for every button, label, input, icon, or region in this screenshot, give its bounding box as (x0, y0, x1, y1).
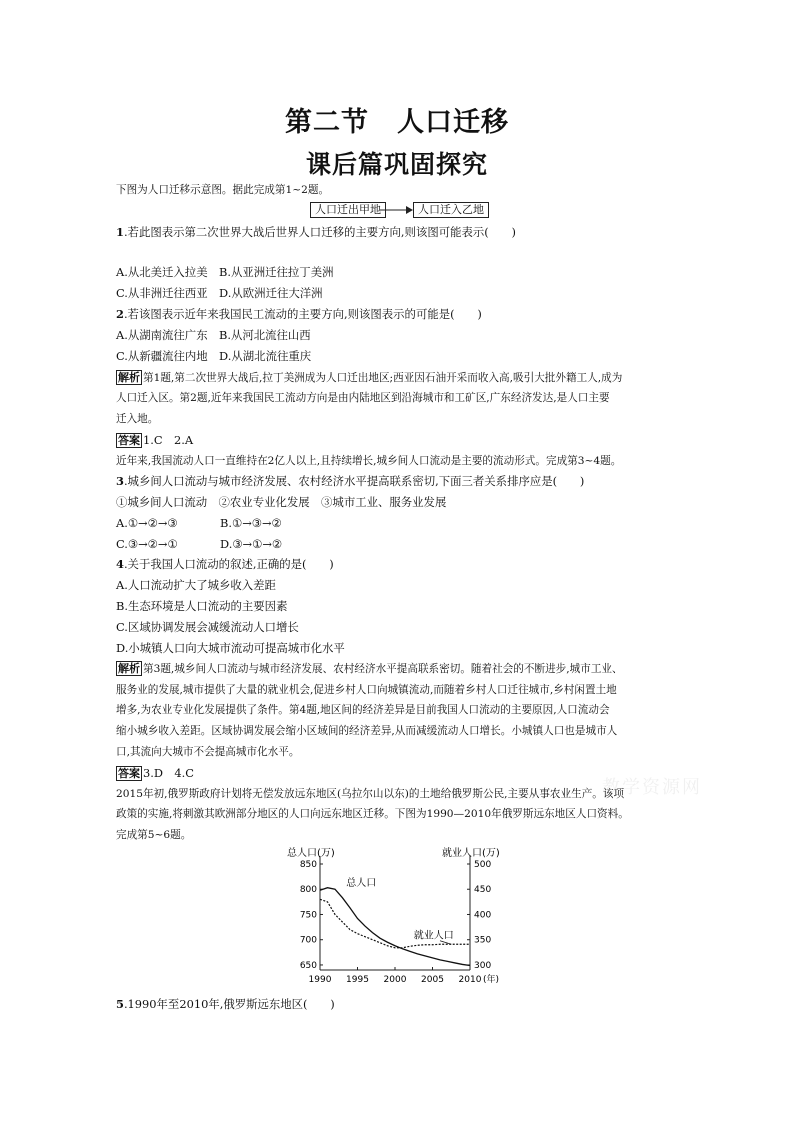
question-2 (116, 306, 482, 323)
intro-q5-6-line-2: 政策的实施,将刺激其欧洲部分地区的人口向远东地区迁移。下图为1990—2010年俄罗斯远东地区人口资料。 (116, 808, 629, 820)
analysis-1-line-3: 迁入地。 (116, 413, 159, 425)
q3-items: ①城乡间人口流动 ②农业专业化发展 ③城市工业、服务业发展 (116, 495, 447, 509)
question-number: 5 (116, 997, 124, 1011)
y-left-tick-label: 800 (299, 885, 317, 896)
question-text: .若此图表示第二次世界大战后世界人口迁移的主要方向,则该图可能表示( ) (123, 225, 516, 239)
question-text: .关于我国人口流动的叙述,正确的是( ) (123, 557, 334, 571)
x-tick-label: 2000 (383, 975, 407, 985)
analysis-2-line-1: 解析 第3题,城乡间人口流动与城市经济发展、农村经济水平提高联系密切。随着社会的不断进步,城市工业、 (118, 662, 623, 675)
answer-tag: 答案 (118, 767, 140, 780)
x-tick-label: 2005 (421, 975, 444, 985)
question-number: 2 (116, 307, 124, 321)
y-right-tick-label: 500 (474, 860, 492, 870)
y-right-tick-label: 300 (474, 960, 492, 971)
page-subtitle: 课后篇巩固探究 (305, 150, 488, 179)
analysis-2-line-3: 增多,为农业专业化发展提供了条件。第4题,地区间的经济差异是目前我国人口流动的主要原因,人口流动会 (116, 704, 610, 716)
q3-option-b: B.①→③→② (220, 516, 282, 530)
y-right-tick-label: 350 (474, 935, 492, 946)
q2-options-cd: C.从新疆流往内地 D.从湖北流往重庆 (116, 349, 312, 363)
question-number: 1 (116, 225, 124, 239)
question-5 (116, 996, 335, 1013)
question-1 (116, 224, 516, 241)
population-line-chart (270, 842, 540, 992)
intro-q5-6-line-1: 2015年初,俄罗斯政府计划将无偿发放远东地区(乌拉尔山以东)的土地给俄罗斯公民,主要从事农业生产。该项 (116, 788, 625, 800)
y-left-tick-label: 850 (299, 860, 317, 870)
q4-option-d: D.小城镇人口向大城市流动可提高城市化水平 (116, 641, 345, 655)
analysis-tag: 解析 (118, 371, 140, 384)
analysis-2-line-2: 服务业的发展,城市提供了大量的就业机会,促进乡村人口向城镇流动,而随着乡村人口迁往城市,乡村闲置土地 (116, 684, 617, 696)
q2-options-ab: A.从湖南流往广东 B.从河北流往山西 (116, 328, 311, 342)
question-text: .1990年至2010年,俄罗斯远东地区( ) (123, 997, 335, 1011)
intro-q1-2: 下图为人口迁移示意图。据此完成第1~2题。 (116, 184, 330, 196)
question-text: .城乡间人口流动与城市经济发展、农村经济水平提高联系密切,下面三者关系排序应是( ) (123, 474, 585, 488)
x-axis-unit: (年) (483, 975, 500, 985)
q1-options-cd: C.从非洲迁往西亚 D.从欧洲迁往大洋洲 (116, 286, 323, 300)
answer-tag: 答案 (118, 434, 140, 447)
answer-2: 答案 3.D 4.C (118, 766, 194, 780)
question-number: 3 (116, 474, 124, 488)
x-tick-label: 1990 (308, 975, 332, 985)
left-axis-title: 总人口(万) (287, 848, 335, 859)
y-left-tick-label: 750 (299, 910, 317, 921)
question-text: .若该图表示近年来我国民工流动的主要方向,则该图表示的可能是( ) (123, 307, 482, 321)
y-left-tick-label: 700 (299, 935, 317, 946)
series-line-total-population (320, 888, 470, 966)
question-4 (116, 556, 334, 573)
x-tick-label: 2010 (458, 975, 482, 985)
q1-options-ab: A.从北美迁入拉美 B.从亚洲迁往拉丁美洲 (116, 265, 334, 279)
right-axis-title: 就业人口(万) (442, 848, 500, 859)
page-title: 第二节 人口迁移 (285, 107, 509, 138)
y-right-tick-label: 400 (474, 910, 492, 921)
watermark: 教学资源网 (602, 777, 702, 798)
q3-option-c: C.③→②→① (116, 537, 178, 551)
q4-option-b: B.生态环境是人口流动的主要因素 (116, 599, 288, 613)
answer-1: 答案 1.C 2.A (118, 433, 194, 447)
y-left-tick-label: 650 (299, 960, 317, 971)
q4-option-a: A.人口流动扩大了城乡收入差距 (116, 578, 276, 592)
analysis-1-line-1: 解析 第1题,第二次世界大战后,拉丁美洲成为人口迁出地区;西亚因石油开采而收入高,吸引大批外籍工人,成为 (118, 371, 623, 384)
flow-arrow (378, 202, 414, 218)
q3-option-d: D.③→①→② (220, 537, 283, 551)
analysis-tag: 解析 (118, 662, 140, 675)
intro-q5-6-line-3: 完成第5~6题。 (116, 829, 192, 841)
q4-option-c: C.区域协调发展会减缓流动人口增长 (116, 620, 299, 634)
analysis-1-line-2: 人口迁入区。第2题,近年来我国民工流动方向是由内陆地区到沿海城市和工矿区,广东经济发达,是人口主要 (116, 392, 610, 404)
series-label-employed-population: 就业人口 (413, 930, 454, 942)
y-right-tick-label: 450 (474, 885, 492, 896)
flow-from-box: 人口迁出甲地 (310, 202, 386, 218)
q3-option-a: A.①→②→③ (116, 516, 178, 530)
question-3 (116, 473, 584, 490)
x-tick-label: 1995 (346, 975, 369, 985)
analysis-2-line-5: 口,其流向大城市不会提高城市化水平。 (116, 746, 300, 758)
flow-to-box: 人口迁入乙地 (413, 202, 489, 218)
intro-q3-4: 近年来,我国流动人口一直维持在2亿人以上,且持续增长,城乡间人口流动是主要的流动形式。完成第3~4题。 (116, 455, 622, 467)
question-number: 4 (116, 557, 124, 571)
series-label-total-population: 总人口 (346, 878, 377, 890)
analysis-2-line-4: 缩小城乡收入差距。区域协调发展会缩小区域间的经济差异,从而减缓流动人口增长。小城镇人口也是城市人 (116, 725, 618, 737)
